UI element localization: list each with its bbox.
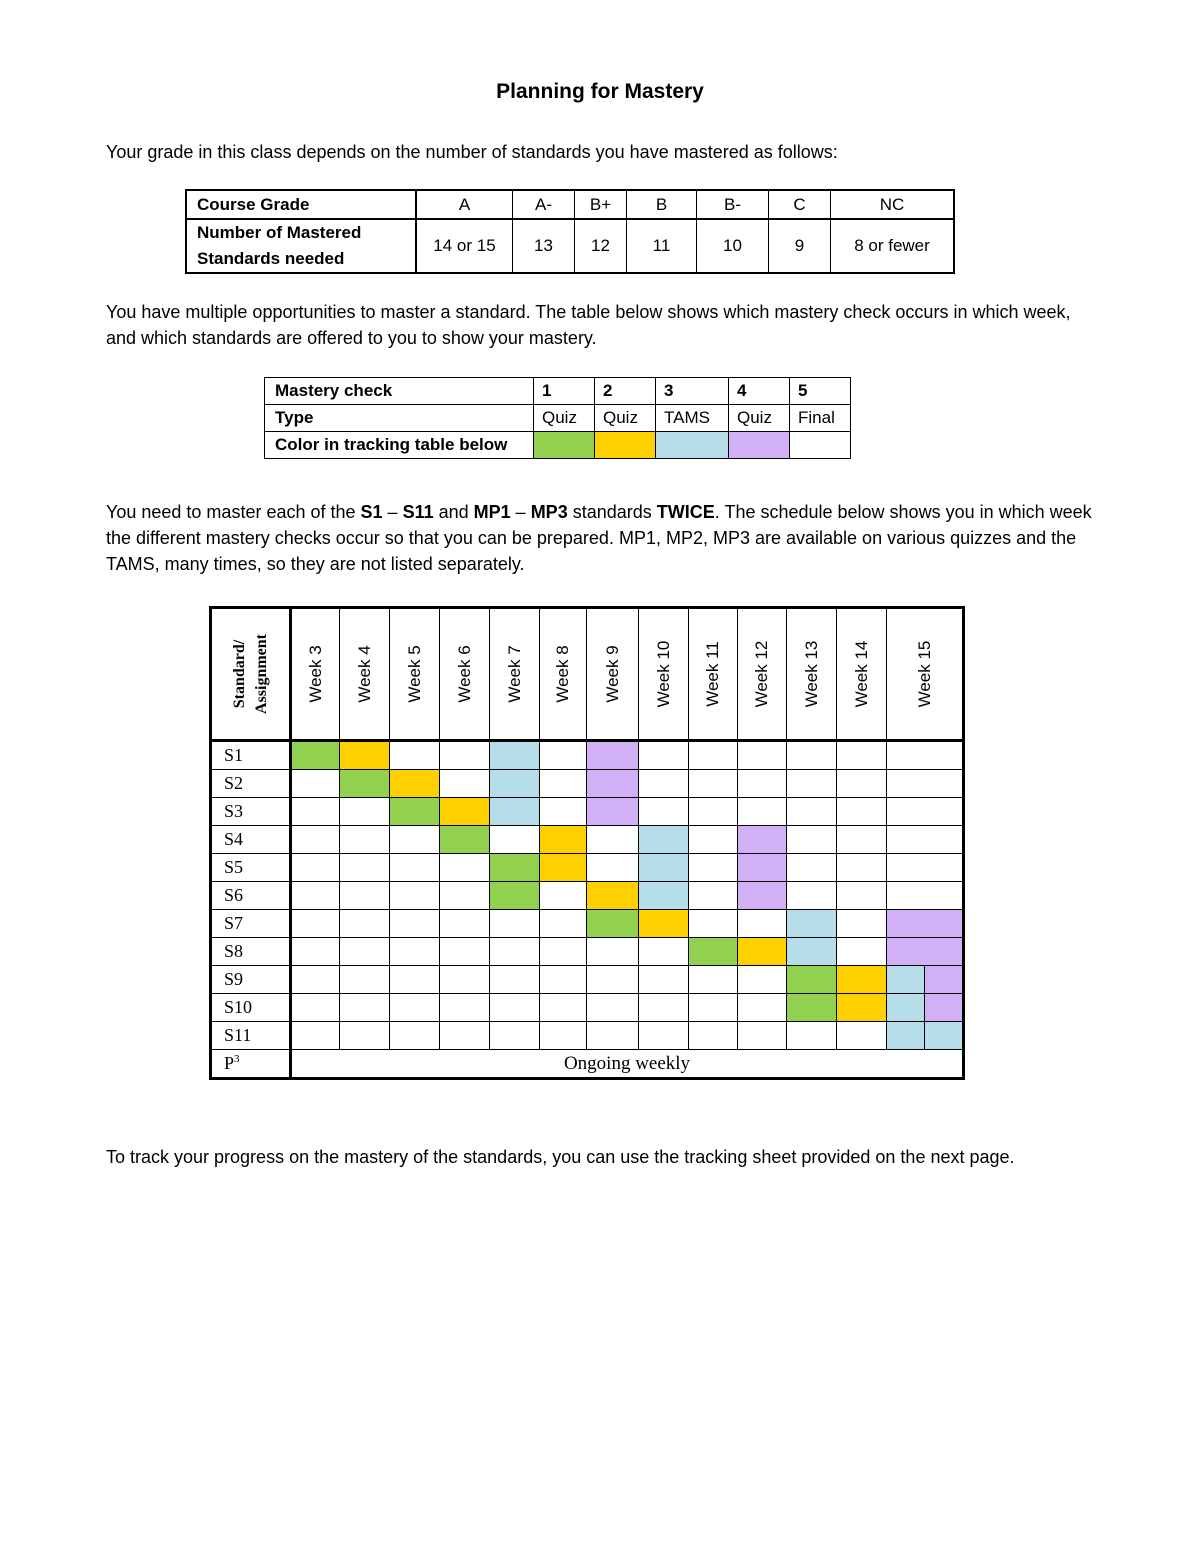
schedule-cell xyxy=(837,770,887,798)
schedule-cell xyxy=(340,966,390,994)
text-run: . The schedule below shows you in which week the different mastery checks occur so that you can be prepared. MP1, MP2, MP3 are available on various quizzes and the TAMS, many times, so they are not listed separately. xyxy=(106,502,1092,574)
standard-label: S10 xyxy=(211,994,291,1022)
schedule-cell xyxy=(340,994,390,1022)
week-header xyxy=(291,608,340,741)
schedule-cell xyxy=(689,826,738,854)
standard-label: S8 xyxy=(211,938,291,966)
standard-label: S5 xyxy=(211,854,291,882)
check-type: Quiz xyxy=(729,405,790,432)
schedule-cell xyxy=(291,798,340,826)
schedule-cell xyxy=(689,966,738,994)
schedule-cell xyxy=(787,826,837,854)
week-header-label: Week 3 xyxy=(305,645,325,703)
schedule-cell xyxy=(887,994,964,1022)
week-header xyxy=(440,608,490,741)
schedule-cell xyxy=(639,882,689,910)
needed-cell: 12 xyxy=(575,219,627,273)
schedule-cell xyxy=(887,826,964,854)
schedule-cell xyxy=(639,910,689,938)
schedule-subcell xyxy=(925,938,963,965)
schedule-cell xyxy=(887,741,964,770)
schedule-cell xyxy=(540,938,587,966)
schedule-cell xyxy=(291,910,340,938)
schedule-cell xyxy=(390,826,440,854)
schedule-cell xyxy=(540,1022,587,1050)
week-header xyxy=(787,608,837,741)
check-number: 4 xyxy=(729,378,790,405)
schedule-cell xyxy=(540,770,587,798)
schedule-row xyxy=(211,910,964,938)
schedule-row xyxy=(211,938,964,966)
schedule-cell xyxy=(340,854,390,882)
needed-label-line2: Standards needed xyxy=(197,249,345,268)
schedule-cell xyxy=(689,910,738,938)
needed-label-line1: Number of Mastered xyxy=(197,223,362,242)
grade-row-label: Course Grade xyxy=(186,190,416,219)
week-header-label: Week 13 xyxy=(801,640,821,708)
grade-cell: B xyxy=(627,190,697,219)
text-run: You need to master each of the xyxy=(106,502,361,522)
standard-header-line1: Standard/ xyxy=(230,639,248,709)
schedule-cell xyxy=(887,910,964,938)
schedule-cell xyxy=(787,854,837,882)
schedule-cell xyxy=(738,966,787,994)
schedule-cell xyxy=(440,770,490,798)
schedule-row xyxy=(211,966,964,994)
schedule-cell xyxy=(837,854,887,882)
schedule-row xyxy=(211,854,964,882)
schedule-cell xyxy=(837,994,887,1022)
standard-header xyxy=(211,608,291,741)
schedule-cell xyxy=(587,770,639,798)
schedule-cell xyxy=(738,770,787,798)
text-run: – xyxy=(382,502,403,522)
schedule-cell xyxy=(440,994,490,1022)
schedule-cell xyxy=(440,938,490,966)
schedule-cell xyxy=(540,966,587,994)
schedule-cell xyxy=(490,994,540,1022)
needed-cell: 9 xyxy=(769,219,831,273)
schedule-cell xyxy=(587,1022,639,1050)
schedule-cell xyxy=(639,770,689,798)
schedule-cell xyxy=(837,882,887,910)
grade-cell: A xyxy=(416,190,513,219)
schedule-cell xyxy=(689,770,738,798)
p3-label xyxy=(211,1050,291,1079)
grade-cell: B+ xyxy=(575,190,627,219)
schedule-subcell xyxy=(925,966,962,993)
schedule-cell xyxy=(390,882,440,910)
schedule-cell xyxy=(587,798,639,826)
schedule-cell xyxy=(738,910,787,938)
schedule-cell xyxy=(587,826,639,854)
schedule-cell xyxy=(291,938,340,966)
schedule-cell xyxy=(390,854,440,882)
schedule-subcell xyxy=(887,966,925,993)
schedule-cell xyxy=(340,1022,390,1050)
grade-cell: A- xyxy=(513,190,575,219)
schedule-cell xyxy=(587,938,639,966)
closing-paragraph: To track your progress on the mastery of the standards, you can use the tracking sheet provided on the next page. xyxy=(106,1147,1015,1167)
schedule-cell xyxy=(787,798,837,826)
text-run: standards xyxy=(567,502,657,522)
schedule-cell xyxy=(440,826,490,854)
week-header-label: Week 4 xyxy=(354,645,374,703)
schedule-row xyxy=(211,741,964,770)
text-run-bold: TWICE xyxy=(656,502,715,522)
color-swatch xyxy=(534,432,595,459)
check-number: 1 xyxy=(534,378,595,405)
schedule-cell xyxy=(490,826,540,854)
standard-label: S11 xyxy=(211,1022,291,1050)
week-header-label: Week 8 xyxy=(553,645,572,703)
opportunities-paragraph: You have multiple opportunities to master a standard. The table below shows which mastery check occurs in which week, and which standards are offered to you to show your mastery. xyxy=(106,302,1071,348)
schedule-subcell xyxy=(925,994,962,1021)
text-run-bold: MP1 xyxy=(473,502,511,522)
schedule-cell xyxy=(340,910,390,938)
check-number: 5 xyxy=(790,378,851,405)
schedule-cell xyxy=(390,966,440,994)
schedule-subcell xyxy=(925,1022,962,1049)
schedule-row xyxy=(211,1022,964,1050)
schedule-cell xyxy=(490,966,540,994)
standard-header-line2: Assignment xyxy=(252,633,270,715)
schedule-cell xyxy=(440,966,490,994)
schedule-cell xyxy=(490,854,540,882)
schedule-cell xyxy=(738,882,787,910)
schedule-cell xyxy=(837,910,887,938)
schedule-cell xyxy=(787,938,837,966)
needed-row-label xyxy=(186,219,416,273)
schedule-cell xyxy=(689,798,738,826)
schedule-cell xyxy=(540,994,587,1022)
week-header xyxy=(639,608,689,741)
grade-table xyxy=(185,189,955,274)
week-header xyxy=(390,608,440,741)
schedule-cell xyxy=(689,854,738,882)
schedule-cell xyxy=(787,1022,837,1050)
schedule-cell xyxy=(540,910,587,938)
schedule-cell xyxy=(738,994,787,1022)
ongoing-weekly-cell: Ongoing weekly xyxy=(291,1050,964,1079)
week-header xyxy=(887,608,964,741)
schedule-cell xyxy=(837,798,887,826)
schedule-cell xyxy=(490,798,540,826)
text-run-bold: S1 xyxy=(360,502,383,522)
schedule-cell xyxy=(440,798,490,826)
schedule-table xyxy=(209,606,965,1080)
schedule-cell xyxy=(738,854,787,882)
schedule-cell xyxy=(738,741,787,770)
week-header-label: Week 5 xyxy=(404,645,424,703)
schedule-cell xyxy=(291,994,340,1022)
check-number: 2 xyxy=(595,378,656,405)
schedule-cell xyxy=(887,770,964,798)
schedule-cell xyxy=(639,994,689,1022)
schedule-cell xyxy=(639,938,689,966)
schedule-cell xyxy=(490,1022,540,1050)
schedule-cell xyxy=(587,966,639,994)
schedule-cell xyxy=(440,1022,490,1050)
schedule-row xyxy=(211,826,964,854)
schedule-row xyxy=(211,994,964,1022)
schedule-cell xyxy=(440,910,490,938)
schedule-cell xyxy=(291,770,340,798)
text-run-bold: S11 xyxy=(402,502,434,522)
schedule-subcell xyxy=(887,938,925,965)
page-title: Planning for Mastery xyxy=(496,80,704,103)
schedule-cell xyxy=(837,966,887,994)
schedule-cell xyxy=(390,798,440,826)
week-header-label: Week 11 xyxy=(703,641,722,707)
schedule-cell xyxy=(340,770,390,798)
standard-label: S1 xyxy=(211,741,291,770)
standard-label: S2 xyxy=(211,770,291,798)
schedule-row xyxy=(211,798,964,826)
schedule-subcell xyxy=(887,910,925,937)
schedule-paragraph xyxy=(106,499,1096,577)
standard-label: S4 xyxy=(211,826,291,854)
p3-letter: P xyxy=(224,1053,235,1073)
schedule-cell xyxy=(787,741,837,770)
color-swatch xyxy=(656,432,729,459)
schedule-cell xyxy=(390,938,440,966)
schedule-cell xyxy=(738,938,787,966)
week-header xyxy=(738,608,787,741)
intro-paragraph: Your grade in this class depends on the number of standards you have mastered as follows: xyxy=(106,142,838,162)
schedule-cell xyxy=(887,966,964,994)
schedule-cell xyxy=(291,741,340,770)
schedule-cell xyxy=(787,910,837,938)
mastery-check-label: Mastery check xyxy=(265,378,534,405)
week-header xyxy=(587,608,639,741)
grade-cell: C xyxy=(769,190,831,219)
schedule-cell xyxy=(390,741,440,770)
needed-cell: 14 or 15 xyxy=(416,219,513,273)
schedule-cell xyxy=(837,938,887,966)
schedule-cell xyxy=(689,741,738,770)
schedule-cell xyxy=(340,882,390,910)
schedule-cell xyxy=(837,826,887,854)
schedule-cell xyxy=(639,798,689,826)
schedule-cell xyxy=(291,966,340,994)
week-header-label: Week 9 xyxy=(602,645,622,703)
schedule-cell xyxy=(587,741,639,770)
schedule-cell xyxy=(738,826,787,854)
week-header xyxy=(837,608,887,741)
check-type: Final xyxy=(790,405,851,432)
schedule-cell xyxy=(639,1022,689,1050)
schedule-cell xyxy=(490,770,540,798)
schedule-cell xyxy=(291,1022,340,1050)
schedule-subcell xyxy=(887,1022,925,1049)
text-run: and xyxy=(433,502,474,522)
schedule-cell xyxy=(787,994,837,1022)
schedule-cell xyxy=(440,854,490,882)
schedule-cell xyxy=(340,826,390,854)
week-header xyxy=(540,608,587,741)
p3-superscript: 3 xyxy=(234,1053,240,1065)
color-swatch xyxy=(595,432,656,459)
check-type: Quiz xyxy=(534,405,595,432)
schedule-cell xyxy=(587,910,639,938)
schedule-cell xyxy=(390,994,440,1022)
standard-label: S9 xyxy=(211,966,291,994)
schedule-cell xyxy=(887,798,964,826)
check-type: Quiz xyxy=(595,405,656,432)
schedule-cell xyxy=(587,994,639,1022)
schedule-cell xyxy=(587,882,639,910)
schedule-cell xyxy=(390,910,440,938)
schedule-cell xyxy=(887,882,964,910)
schedule-cell xyxy=(587,854,639,882)
schedule-cell xyxy=(340,741,390,770)
week-header-label: Week 7 xyxy=(504,645,524,703)
schedule-cell xyxy=(390,770,440,798)
schedule-cell xyxy=(540,854,587,882)
schedule-cell xyxy=(639,966,689,994)
schedule-row xyxy=(211,882,964,910)
standard-label: S3 xyxy=(211,798,291,826)
schedule-subcell xyxy=(925,910,963,937)
schedule-cell xyxy=(689,994,738,1022)
schedule-cell xyxy=(639,741,689,770)
schedule-cell xyxy=(738,1022,787,1050)
check-number: 3 xyxy=(656,378,729,405)
needed-cell: 13 xyxy=(513,219,575,273)
schedule-row xyxy=(211,770,964,798)
schedule-cell xyxy=(887,938,964,966)
schedule-cell xyxy=(540,741,587,770)
schedule-cell xyxy=(490,910,540,938)
needed-cell: 10 xyxy=(697,219,769,273)
needed-cell: 8 or fewer xyxy=(831,219,955,273)
week-header-label: Week 12 xyxy=(752,640,771,708)
week-header-label: Week 10 xyxy=(653,640,673,708)
schedule-cell xyxy=(540,826,587,854)
type-label: Type xyxy=(265,405,534,432)
check-type: TAMS xyxy=(656,405,729,432)
schedule-cell xyxy=(787,882,837,910)
needed-cell: 11 xyxy=(627,219,697,273)
text-run-bold: MP3 xyxy=(530,502,568,522)
schedule-cell xyxy=(837,1022,887,1050)
color-swatch xyxy=(790,432,851,459)
color-swatch xyxy=(729,432,790,459)
text-run: – xyxy=(510,502,531,522)
schedule-cell xyxy=(887,1022,964,1050)
standard-label: S7 xyxy=(211,910,291,938)
schedule-cell xyxy=(787,770,837,798)
schedule-cell xyxy=(837,741,887,770)
schedule-subcell xyxy=(887,994,925,1021)
schedule-cell xyxy=(390,1022,440,1050)
grade-cell: NC xyxy=(831,190,955,219)
schedule-cell xyxy=(490,741,540,770)
schedule-cell xyxy=(440,741,490,770)
grade-cell: B- xyxy=(697,190,769,219)
week-header xyxy=(689,608,738,741)
schedule-cell xyxy=(689,938,738,966)
schedule-cell xyxy=(340,938,390,966)
mastery-check-table xyxy=(264,377,851,459)
week-header-label: Week 6 xyxy=(454,645,474,703)
week-header xyxy=(490,608,540,741)
schedule-cell xyxy=(639,854,689,882)
schedule-cell xyxy=(738,798,787,826)
schedule-cell xyxy=(787,966,837,994)
schedule-cell xyxy=(639,826,689,854)
schedule-cell xyxy=(887,854,964,882)
schedule-cell xyxy=(291,882,340,910)
schedule-cell xyxy=(490,882,540,910)
schedule-cell xyxy=(689,882,738,910)
standard-label: S6 xyxy=(211,882,291,910)
schedule-cell xyxy=(340,798,390,826)
schedule-cell xyxy=(689,1022,738,1050)
color-label: Color in tracking table below xyxy=(265,432,534,459)
schedule-cell xyxy=(291,826,340,854)
schedule-cell xyxy=(291,854,340,882)
schedule-cell xyxy=(490,938,540,966)
schedule-cell xyxy=(540,798,587,826)
schedule-cell xyxy=(540,882,587,910)
week-header-label: Week 15 xyxy=(914,640,934,708)
schedule-cell xyxy=(440,882,490,910)
week-header-label: Week 14 xyxy=(851,640,871,708)
week-header xyxy=(340,608,390,741)
